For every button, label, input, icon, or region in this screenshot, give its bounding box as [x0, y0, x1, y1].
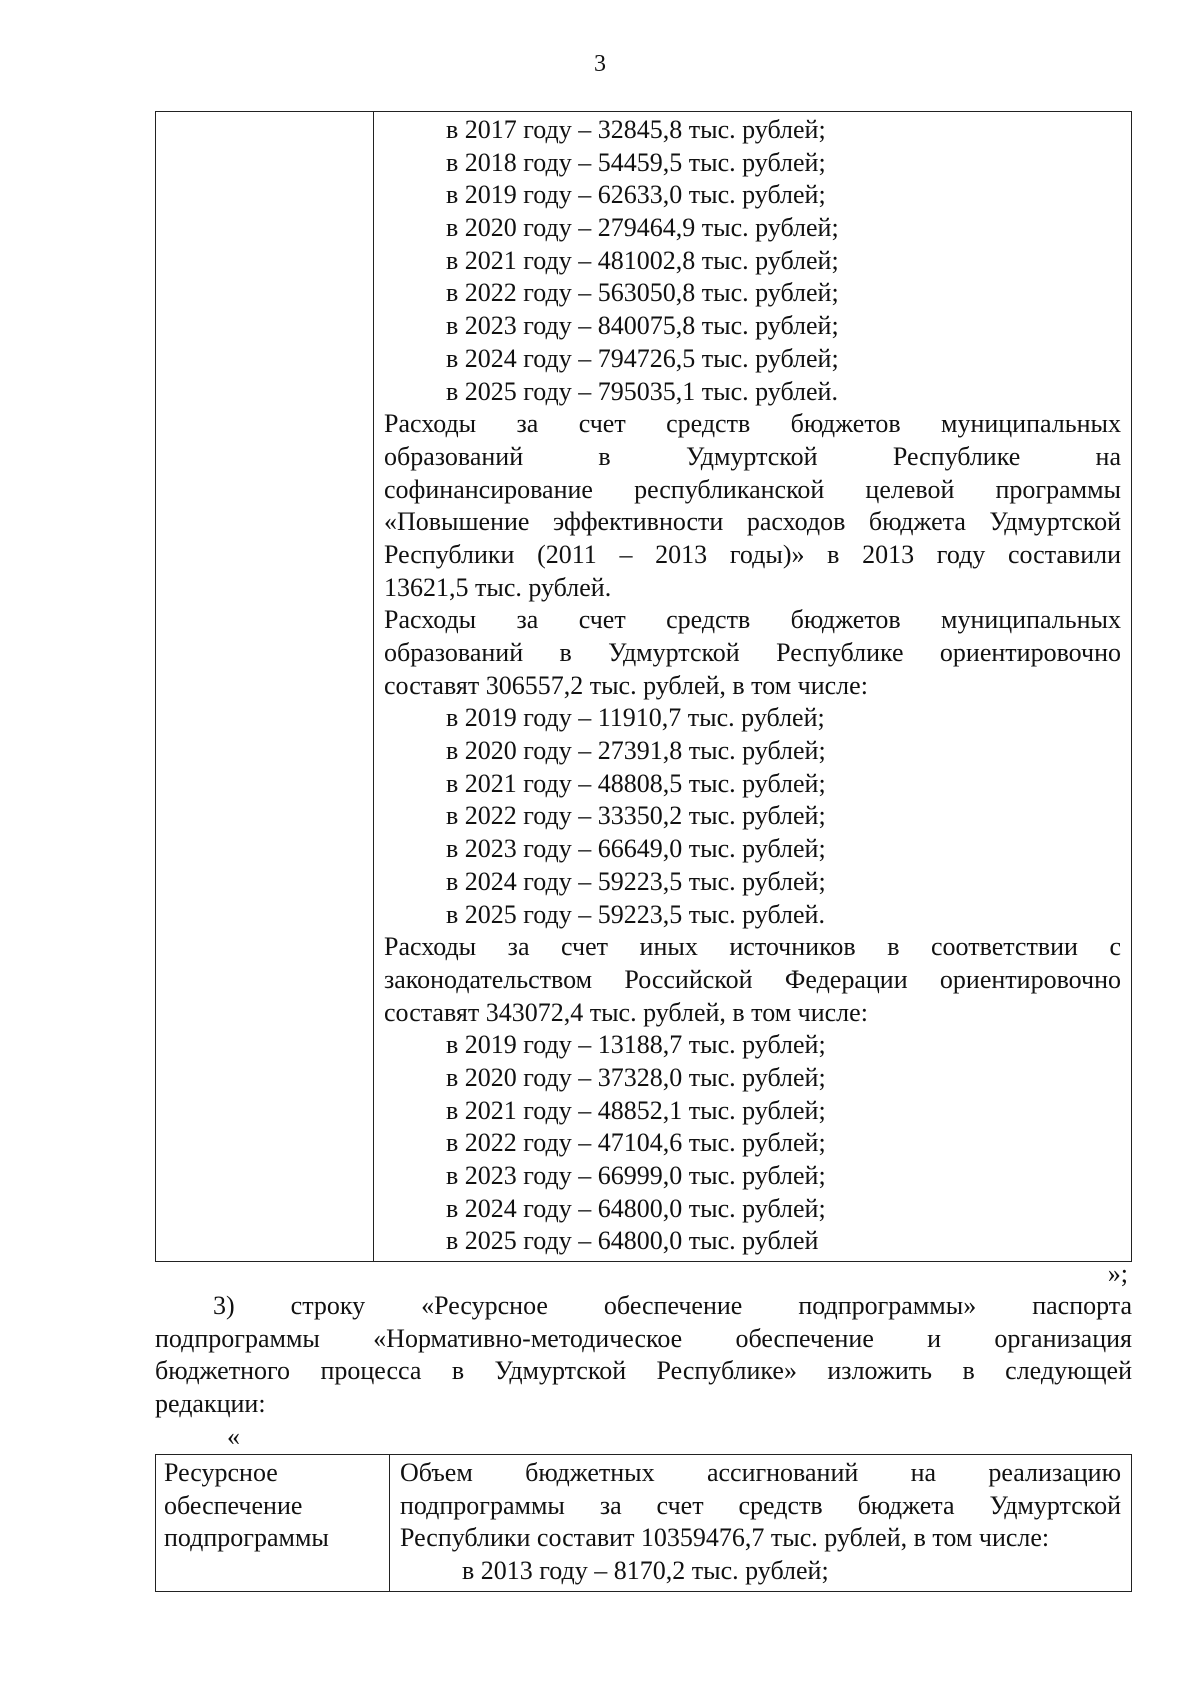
- text-line: составят 343072,4 тыс. рублей, в том числе:: [384, 997, 868, 1027]
- text-line: в 2020 году – 279464,9 тыс. рублей;: [446, 213, 839, 243]
- text-line: в 2023 году – 66649,0 тыс. рублей;: [446, 834, 826, 864]
- funding-details-cell: [390, 1455, 1132, 1592]
- paragraph-line: подпрограммы «Нормативно-методическое обеспечение и организация: [155, 1323, 1132, 1353]
- text-line: 13621,5 тыс. рублей.: [384, 572, 612, 602]
- closing-quote: »;: [1107, 1259, 1128, 1288]
- text-line: в 2023 году – 66999,0 тыс. рублей;: [446, 1161, 826, 1190]
- text-line: в 2023 году – 840075,8 тыс. рублей;: [446, 311, 839, 341]
- text-line: в 2024 году – 64800,0 тыс. рублей;: [446, 1193, 826, 1223]
- text-line: в 2022 году – 33350,2 тыс. рублей;: [446, 801, 826, 831]
- text-line: в 2020 году – 27391,8 тыс. рублей;: [446, 736, 826, 766]
- text-line: в 2021 году – 48852,1 тыс. рублей;: [446, 1095, 826, 1125]
- label-line: обеспечение: [164, 1490, 303, 1520]
- text-line: в 2019 году – 11910,7 тыс. рублей;: [446, 703, 825, 733]
- text-line: образований в Удмуртской Республике на: [384, 441, 1121, 471]
- label-line: подпрограммы: [164, 1523, 329, 1553]
- paragraph-line: бюджетного процесса в Удмуртской Республике» изложить в следующей: [155, 1356, 1132, 1386]
- text-line: в 2017 году – 32845,8 тыс. рублей;: [446, 115, 826, 144]
- text-line: в 2025 году – 59223,5 тыс. рублей.: [446, 899, 825, 929]
- page-number: 3: [594, 51, 606, 77]
- funding-details-cell: [374, 112, 1132, 1262]
- text-line: в 2024 году – 794726,5 тыс. рублей;: [446, 343, 839, 373]
- text-line: в 2013 году – 8170,2 тыс. рублей;: [462, 1556, 829, 1586]
- text-line: в 2019 году – 62633,0 тыс. рублей;: [446, 180, 826, 210]
- text-line: образований в Удмуртской Республике ориентировочно: [384, 638, 1121, 667]
- table-row: [156, 112, 1132, 1262]
- text-line: в 2024 году – 59223,5 тыс. рублей;: [446, 866, 826, 896]
- text-line: в 2018 году – 54459,5 тыс. рублей;: [446, 147, 826, 177]
- empty-label-cell: [156, 112, 374, 1262]
- text-line: законодательством Российской Федерации ориентировочно: [384, 964, 1121, 994]
- text-line: «Повышение эффективности расходов бюджета Удмуртской: [384, 507, 1121, 537]
- text-line: в 2022 году – 47104,6 тыс. рублей;: [446, 1128, 826, 1158]
- text-line: Объем бюджетных ассигнований на реализацию: [400, 1458, 1121, 1487]
- text-line: Республики (2011 – 2013 годы)» в 2013 году составили: [384, 539, 1121, 569]
- text-line: Расходы за счет средств бюджетов муниципальных: [384, 605, 1121, 635]
- text-line: Расходы за счет средств бюджетов муниципальных: [384, 409, 1121, 439]
- paragraph-line: 3) строку «Ресурсное обеспечение подпрограммы» паспорта: [213, 1291, 1132, 1320]
- text-line: подпрограммы за счет средств бюджета Удмуртской: [400, 1490, 1121, 1520]
- resources-table-new: [155, 1454, 1132, 1592]
- text-line: в 2022 году – 563050,8 тыс. рублей;: [446, 278, 839, 308]
- text-line: Республики составит 10359476,7 тыс. рублей, в том числе:: [400, 1523, 1050, 1553]
- text-line: составят 306557,2 тыс. рублей, в том числе:: [384, 670, 868, 700]
- opening-quote: «: [227, 1422, 240, 1451]
- text-line: в 2025 году – 795035,1 тыс. рублей.: [446, 376, 838, 406]
- text-line: в 2019 году – 13188,7 тыс. рублей;: [446, 1030, 826, 1060]
- text-line: в 2020 году – 37328,0 тыс. рублей;: [446, 1062, 826, 1092]
- label-cell: [156, 1455, 390, 1592]
- label-line: Ресурсное: [164, 1458, 278, 1487]
- text-line: в 2021 году – 48808,5 тыс. рублей;: [446, 768, 826, 798]
- paragraph-line: редакции:: [155, 1389, 266, 1419]
- resources-table-continued: [155, 111, 1132, 1262]
- text-line: в 2021 году – 481002,8 тыс. рублей;: [446, 245, 839, 275]
- text-line: Расходы за счет иных источников в соответствии с: [384, 932, 1121, 962]
- text-line: в 2025 году – 64800,0 тыс. рублей: [446, 1226, 819, 1256]
- text-line: софинансирование республиканской целевой программы: [384, 474, 1121, 504]
- amendment-paragraph: [155, 1290, 1132, 1421]
- table-row: [156, 1455, 1132, 1592]
